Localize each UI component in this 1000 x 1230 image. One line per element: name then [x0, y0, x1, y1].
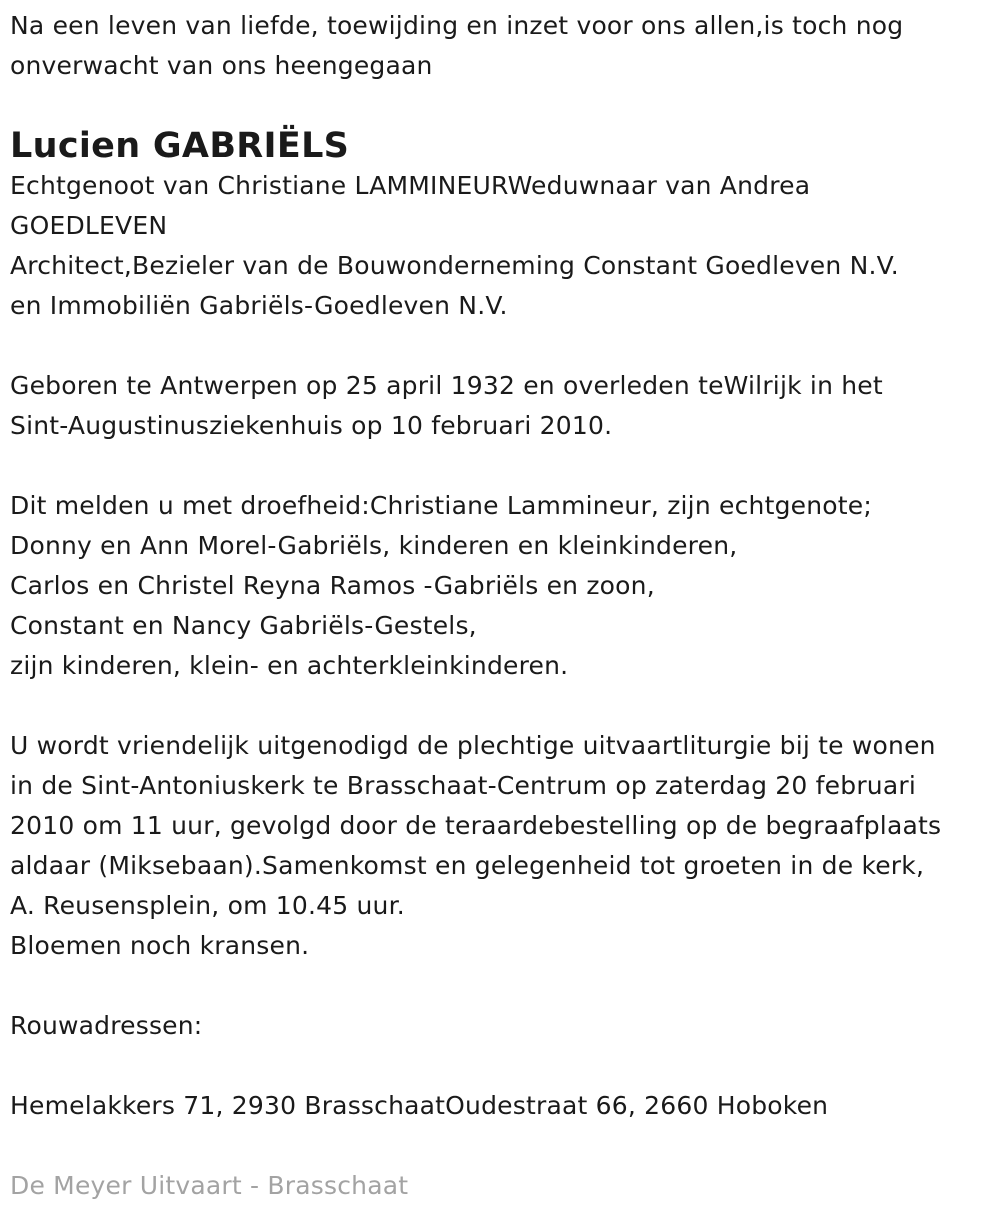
- deceased-name: Lucien GABRIËLS: [10, 126, 350, 166]
- obituary-notice: [10, 6, 995, 1206]
- spacer: [10, 966, 995, 1006]
- spacer: [10, 326, 995, 366]
- intro-line-2: onverwacht van ons heengegaan: [10, 51, 433, 80]
- funeral-line: Bloemen noch kransen.: [10, 931, 310, 960]
- family-line: Constant en Nancy Gabriëls-Gestels,: [10, 611, 477, 640]
- addresses-heading: Rouwadressen:: [10, 1011, 203, 1040]
- intro-line-1: Na een leven van liefde, toewijding en inzet voor ons allen,is toch nog: [10, 11, 904, 40]
- funeral-line: A. Reusensplein, om 10.45 uur.: [10, 891, 405, 920]
- funeral-line: in de Sint-Antoniuskerk te Brasschaat-Centrum op zaterdag 20 februari: [10, 771, 916, 800]
- addresses-line: Hemelakkers 71, 2930 BrasschaatOudestraat 66, 2660 Hoboken: [10, 1091, 829, 1120]
- family-line: Dit melden u met droefheid:Christiane Lammineur, zijn echtgenote;: [10, 491, 872, 520]
- spacer: [10, 446, 995, 486]
- profession-line-2: en Immobiliën Gabriëls-Goedleven N.V.: [10, 291, 508, 320]
- spacer: [10, 1046, 995, 1086]
- birth-death-line-1: Geboren te Antwerpen op 25 april 1932 en overleden teWilrijk in het: [10, 371, 883, 400]
- spacer: [10, 686, 995, 726]
- profession-line-1: Architect,Bezieler van de Bouwonderneming Constant Goedleven N.V.: [10, 251, 899, 280]
- funeral-line: 2010 om 11 uur, gevolgd door de teraardebestelling op de begraafplaats: [10, 811, 942, 840]
- family-line: zijn kinderen, klein- en achterkleinkinderen.: [10, 651, 569, 680]
- funeral-line: U wordt vriendelijk uitgenodigd de plechtige uitvaartliturgie bij te wonen: [10, 731, 936, 760]
- family-line: Donny en Ann Morel-Gabriëls, kinderen en kleinkinderen,: [10, 531, 738, 560]
- funeral-line: aldaar (Miksebaan).Samenkomst en gelegenheid tot groeten in de kerk,: [10, 851, 925, 880]
- spouse-line-1: Echtgenoot van Christiane LAMMINEURWeduwnaar van Andrea: [10, 171, 811, 200]
- spacer: [10, 1126, 995, 1166]
- spouse-line-2: GOEDLEVEN: [10, 211, 168, 240]
- birth-death-line-2: Sint-Augustinusziekenhuis op 10 februari 2010.: [10, 411, 613, 440]
- funeral-home-credit: De Meyer Uitvaart - Brasschaat: [10, 1171, 409, 1200]
- family-line: Carlos en Christel Reyna Ramos -Gabriëls en zoon,: [10, 571, 655, 600]
